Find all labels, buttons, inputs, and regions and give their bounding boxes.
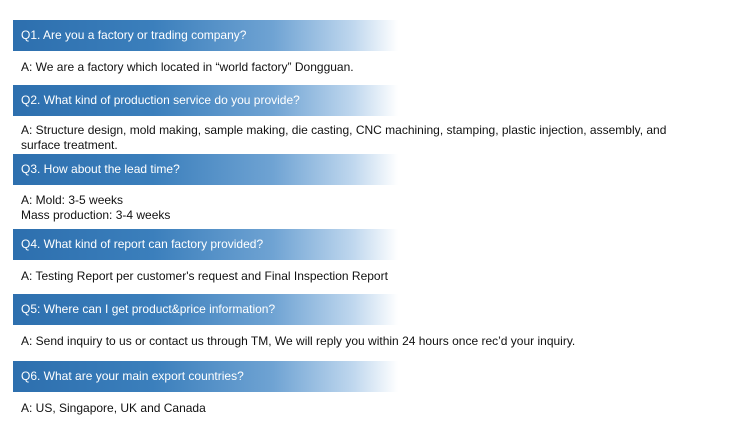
faq-answer-4-line-1: A: Testing Report per customer's request and Final Inspection Report [21,269,388,283]
faq-answer-5 [13,325,733,361]
faq-question-6: Q6. What are your main export countries? [13,361,733,392]
faq-answer-3-line-1: A: Mold: 3-5 weeks [21,193,124,207]
faq-question-5: Q5: Where can I get product&price information? [13,294,733,325]
faq-question-1: Q1. Are you a factory or trading company? [13,20,733,51]
faq-answer-2-line-2: surface treatment. [21,138,118,152]
faq-answer-3 [13,185,733,229]
faq-answer-2-line-1: A: Structure design, mold making, sample making, die casting, CNC machining, stamping, plastic injection, assembly, and [21,123,667,137]
faq-answer-4 [13,260,733,294]
faq-answer-3-line-2: Mass production: 3-4 weeks [21,208,171,222]
faq-list [13,20,733,421]
faq-answer-2 [13,116,733,154]
faq-question-4: Q4. What kind of report can factory provided? [13,229,733,260]
faq-answer-5-line-1: A: Send inquiry to us or contact us through TM, We will reply you within 24 hours once rec’d your inquiry. [21,334,576,348]
faq-question-3: Q3. How about the lead time? [13,154,733,185]
faq-answer-6-line-1: A: US, Singapore, UK and Canada [21,401,206,415]
faq-question-2: Q2. What kind of production service do you provide? [13,85,733,116]
faq-answer-1 [13,51,733,85]
faq-answer-1-line-1: A: We are a factory which located in “world factory” Dongguan. [21,60,354,74]
faq-answer-6 [13,392,733,421]
